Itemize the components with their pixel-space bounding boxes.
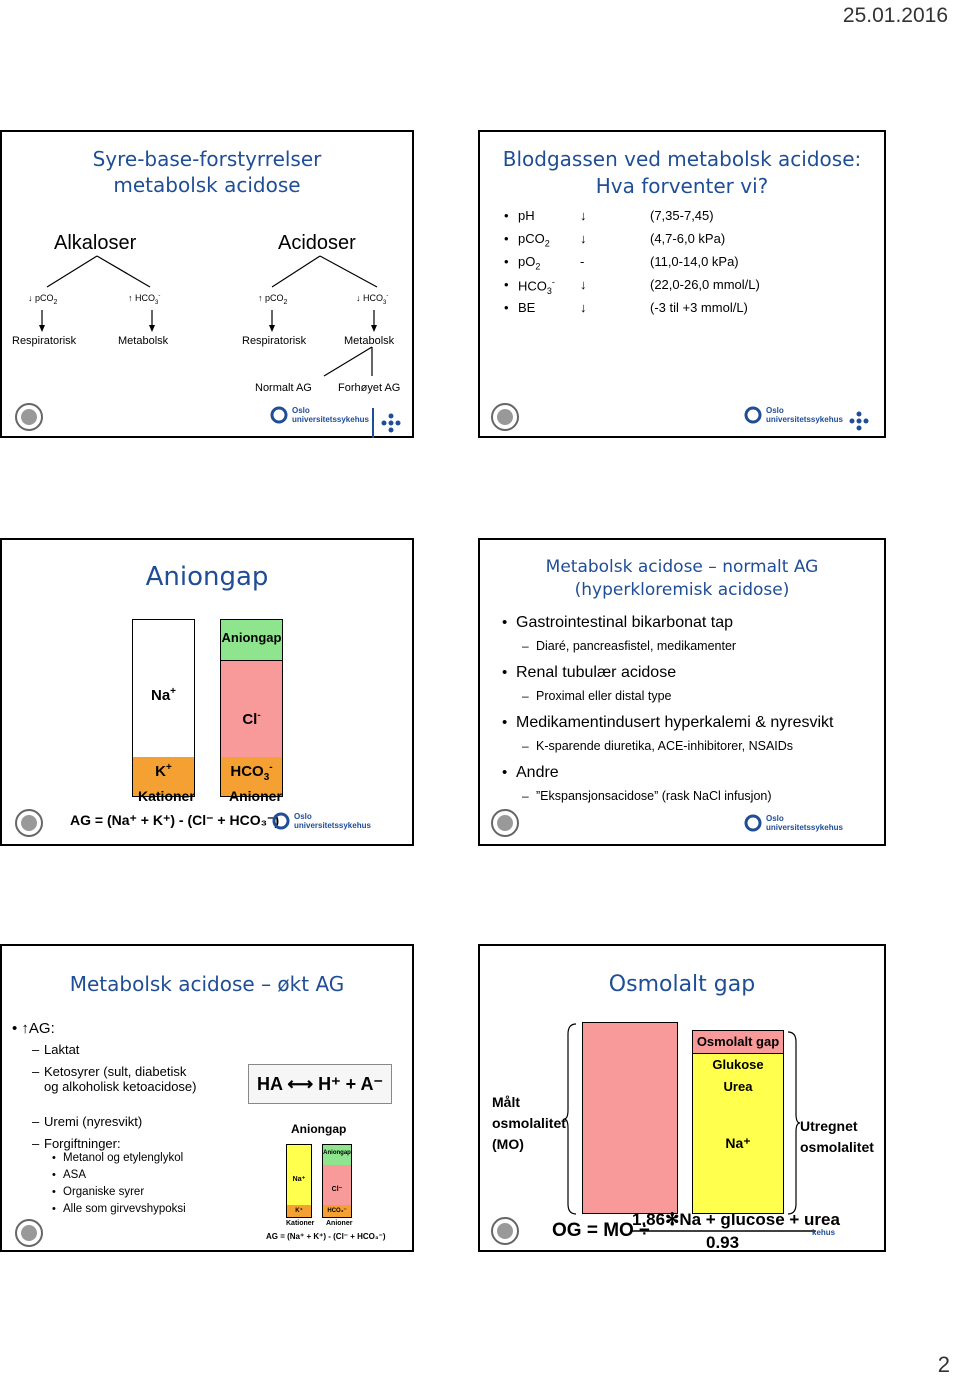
blood-gas-arrow: ↓ [580,300,587,315]
slide-osmolalt-gap [478,944,886,1252]
metabolsk-1: Metabolsk [118,335,169,347]
bullet: • [504,300,509,315]
sub-dash: – [522,689,529,703]
cause-subitem: K-sparende diuretika, ACE-inhibitorer, NSAIDs [536,739,794,753]
slide-syre-base [0,130,414,438]
slide1-title: Syre-base-forstyrrelser metabolsk acidose [92,147,322,197]
sub-dash: – [32,1042,40,1057]
slide3-title: Aniongap [145,562,269,592]
k-label: K+ [155,762,172,780]
osmolalt-gap-label: Osmolalt gap [696,1034,780,1049]
mini-hco3-label: HCO₃⁻ [327,1208,347,1214]
cause-subitem: Metanol og etylenglykol [63,1152,184,1164]
university-seal-icon [490,402,520,432]
n4-hco3-down: ↓ $HCO_3^-$ [356,293,389,306]
blood-gas-param: $HCO_3^-$ [518,277,555,296]
blood-gas-arrow: - [580,254,585,269]
slide-aniongap [0,538,414,846]
bullet: • [504,208,509,223]
mini-k-label: K⁺ [295,1208,303,1214]
mini-kationer: Kationer [286,1220,315,1227]
blood-gas-arrow: ↓ [580,208,587,223]
bullet: • [502,764,508,781]
ous-logo: Oslo universitetssykehus [270,406,369,424]
dots-logo-icon [380,412,402,434]
forhoyet-ag: Forhøyet AG [338,382,401,394]
respiratorisk-2: Respiratorisk [242,335,307,347]
university-seal-icon [14,808,44,838]
cause-item: Medikamentindusert hyperkalemi & nyresvikt [516,714,834,731]
bullet: • [502,714,508,731]
bullet: • [504,277,509,292]
mini-na-label: Na⁺ [292,1176,306,1183]
university-seal-icon [490,808,520,838]
mini-cation-bar [286,1144,312,1218]
urea-label: Urea [723,1079,753,1094]
ous-logo-icon [272,812,290,830]
right-brace [786,1030,800,1216]
blood-gas-param: BE [518,300,536,315]
bullet: • [502,664,508,681]
left-brace [564,1022,578,1216]
university-seal-icon [490,1216,520,1246]
cause-item: Laktat [44,1042,80,1057]
cl-label: Cl- [242,710,261,728]
ous-logo-icon [744,814,762,832]
utregnet-osmolalitet-label: Utregnet osmolalitet [800,1118,874,1155]
cause-item: Renal tubulær acidose [516,664,677,681]
na-label: Na+ [150,686,177,704]
measured-osmolality-bar [582,1022,678,1214]
calculated-osmolality-bar [692,1030,784,1214]
acidoser-label: Acidoser [278,232,356,254]
slide-okt-ag [0,944,414,1252]
sub-dash: – [32,1136,40,1151]
cause-item: Ketosyrer (sult, diabetisk og alkoholisk ketoacidose) [44,1064,197,1094]
blood-gas-range: (22,0-26,0 mmol/L) [650,277,760,292]
page-number: 2 [937,1352,950,1377]
aniongap-label: Aniongap [221,630,282,645]
mini-anioner: Anioner [326,1220,353,1227]
malt-osmolalitet-label: Målt osmolalitet (MO) [492,1094,566,1152]
sub-dash: – [522,789,529,803]
blood-gas-arrow: ↓ [580,231,587,246]
sub-dash: – [32,1064,40,1079]
bullet: • [502,614,508,631]
og-denominator: 0.93 [706,1233,740,1252]
kationer-label: Kationer [138,788,195,804]
cause-subitem: Organiske syrer [63,1186,145,1198]
blood-gas-range: (-3 til +3 mmol/L) [650,300,748,315]
cause-subitem: ”Ekspansjonsacidose” (rask NaCl infusjon) [536,789,772,803]
normalt-ag: Normalt AG [255,382,312,394]
ha-equation-box: HA ⟷ H⁺ + A⁻ [248,1064,392,1104]
cause-item: Forgiftninger: [44,1136,121,1151]
blood-gas-param: pCO$_2$ [518,231,550,249]
bullet: • [504,231,509,246]
blood-gas-range: (4,7-6,0 kPa) [650,231,726,246]
blood-gas-range: (11,0-14,0 kPa) [650,254,739,269]
slide4-title: Metabolsk acidose – normalt AG (hyperkloremisk acidose) [545,557,819,600]
n1-pco2-down: ↓ pCO$_2$ [28,293,58,306]
bullet: • [504,254,509,269]
na-label: Na⁺ [725,1135,751,1151]
ag-formula: AG = (Na⁺ + K⁺) - (Cl⁻ + HCO₃⁻) [70,812,280,828]
slide6-title: Osmolalt gap [608,972,756,997]
mini-anion-bar [322,1144,352,1218]
bullet: • [52,1203,56,1215]
kehus-logo-fragment: kehus [812,1228,836,1237]
fraction-line [630,1230,816,1232]
bullet: • [52,1186,56,1198]
anion-bar [220,619,283,797]
ag-main-bullet: • ↑AG: [12,1020,55,1037]
respiratorisk-1: Respiratorisk [12,335,77,347]
alkaloser-label: Alkaloser [54,232,137,254]
cause-subitem: Alle som girvevshypoksi [63,1203,186,1215]
university-seal-icon [14,1218,44,1248]
mini-aniongap-title: Aniongap [291,1122,347,1136]
metabolsk-2: Metabolsk [344,335,395,347]
ous-logo-icon [270,406,288,424]
ous-logo: Oslo universitetssykehus [744,406,843,424]
cation-bar [132,619,195,797]
sub-dash: – [522,739,529,753]
cause-subitem: Diaré, pancreasfistel, medikamenter [536,639,737,653]
ous-logo-icon [744,406,762,424]
og-numerator: 1.86✻Na + glucose + urea [632,1210,840,1229]
ous-logo: Oslo universitetssykehus [744,814,843,832]
cause-item: Gastrointestinal bikarbonat tap [516,614,734,631]
bullet: • [52,1169,56,1181]
bullet: • [52,1152,56,1164]
bullet: • [12,1020,22,1037]
n3-pco2-up: ↑ pCO$_2$ [258,293,288,306]
glukose-label: Glukose [712,1057,764,1072]
cause-item: Andre [516,764,559,781]
n2-hco3-up: ↑ $HCO_3^-$ [128,293,161,306]
sub-dash: – [522,639,529,653]
blood-gas-param: pH [518,208,535,223]
slide-normalt-ag [478,538,886,846]
anioner-label: Anioner [229,788,282,804]
blood-gas-range: (7,35-7,45) [650,208,714,223]
slide2-title: Blodgassen ved metabolsk acidose: Hva forventer vi? [502,147,862,198]
hco3-label: $HCO_3^-$ [230,762,273,783]
mini-aniongap-label: Aniongap [323,1150,351,1156]
cause-item: Uremi (nyresvikt) [44,1114,143,1129]
mini-cl-label: Cl⁻ [331,1186,343,1193]
date-header: 25.01.2016 [842,4,948,27]
sub-dash: – [32,1114,40,1129]
og-formula-left: OG = MO ÷ [552,1220,650,1241]
slide-blodgassen [478,130,886,438]
divider-line [372,408,374,438]
slide5-title: Metabolsk acidose – økt AG [69,972,345,996]
ous-logo: Oslo universitetssykehus [272,812,371,830]
cause-subitem: ASA [63,1169,87,1181]
dots-logo-icon [848,410,870,432]
cause-subitem: Proximal eller distal type [536,689,672,703]
blood-gas-arrow: ↓ [580,277,587,292]
university-seal-icon [14,402,44,432]
blood-gas-param: $pO_2$ [518,254,541,272]
mini-formula: AG = (Na⁺ + K⁺) - (Cl⁻ + HCO₃⁻) [266,1232,386,1241]
